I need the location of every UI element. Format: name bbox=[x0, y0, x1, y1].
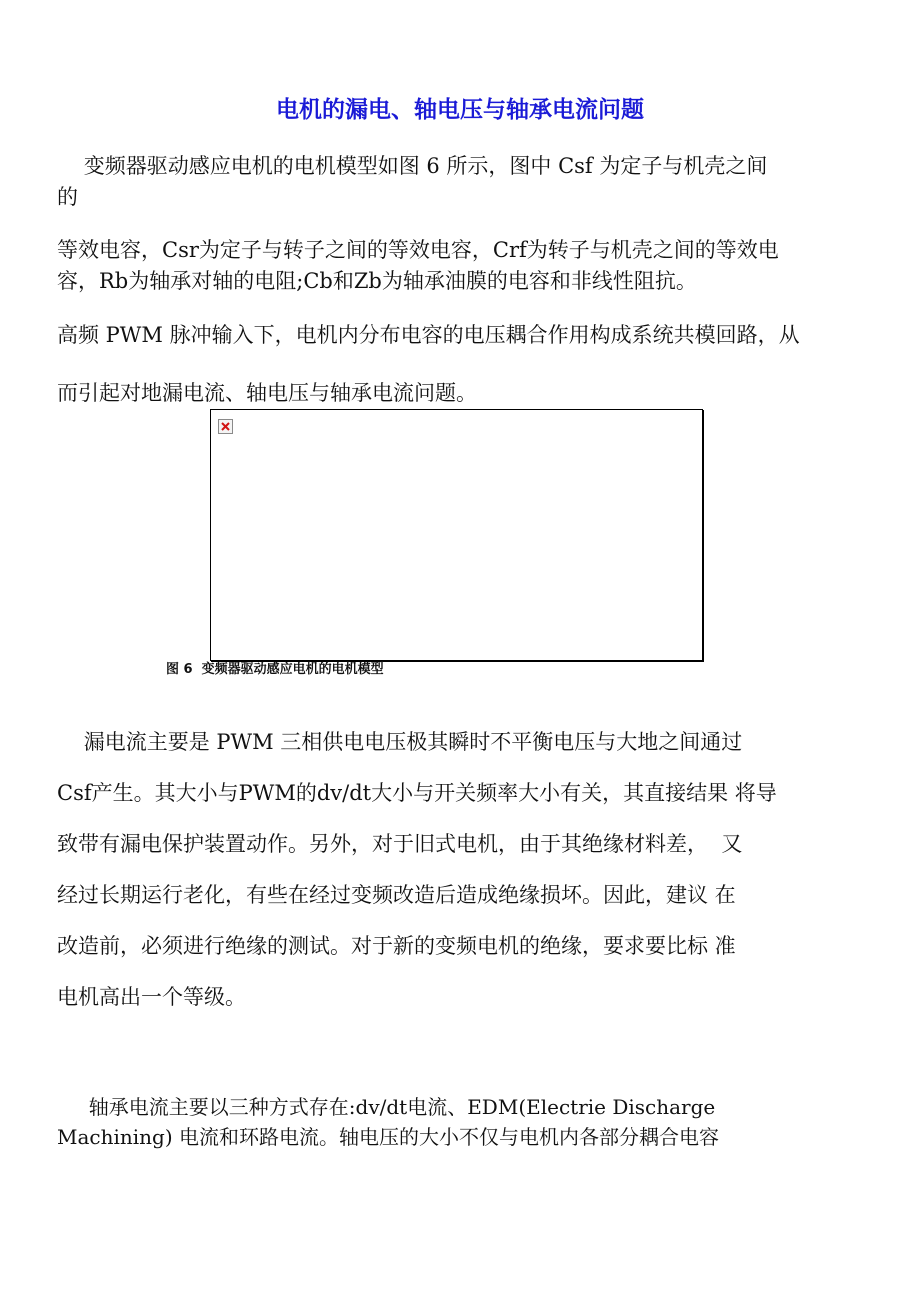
paragraph-line: 的 bbox=[57, 185, 78, 209]
paragraph-line: 漏电流主要是 PWM 三相供电电压极其瞬时不平衡电压与大地之间通过 bbox=[57, 730, 743, 754]
paragraph-line: 轴承电流主要以三种方式存在:dv/dt电流、EDM(Electrie Discharge bbox=[57, 1095, 716, 1119]
paragraph-line: 电机高出一个等级。 bbox=[57, 985, 246, 1009]
paragraph-line: 改造前，必须进行绝缘的测试。对于新的变频电机的绝缘，要求要比标 准 bbox=[57, 934, 736, 958]
paragraph-line: 致带有漏电保护装置动作。另外，对于旧式电机，由于其绝缘材料差， 又 bbox=[57, 832, 743, 856]
document-title: 电机的漏电、轴电压与轴承电流问题 bbox=[276, 97, 644, 123]
paragraph-line: 容，Rb为轴承对轴的电阻;Cb和Zb为轴承油膜的电容和非线性阻抗。 bbox=[57, 269, 697, 293]
paragraph-line: 而引起对地漏电流、轴电压与轴承电流问题。 bbox=[57, 381, 477, 405]
paragraph-line: Csf产生。其大小与PWM的dv/dt大小与开关频率大小有关，其直接结果 将导 bbox=[57, 781, 777, 805]
paragraph-line: 高频 PWM 脉冲输入下，电机内分布电容的电压耦合作用构成系统共模回路，从 bbox=[57, 323, 800, 347]
paragraph-line: 等效电容，Csr为定子与转子之间的等效电容，Crf为转子与机壳之间的等效电 bbox=[57, 238, 779, 262]
figure-image-frame bbox=[210, 409, 703, 661]
paragraph-line: Machining) 电流和环路电流。轴电压的大小不仅与电机内各部分耦合电容 bbox=[57, 1125, 720, 1149]
broken-image-icon bbox=[218, 419, 233, 434]
figure-caption: 图 6 变频器驱动感应电机的电机模型 bbox=[166, 662, 384, 677]
paragraph-line: 经过长期运行老化，有些在经过变频改造后造成绝缘损坏。因此，建议 在 bbox=[57, 883, 736, 907]
paragraph-line: 变频器驱动感应电机的电机模型如图 6 所示，图中 Csf 为定子与机壳之间 bbox=[57, 154, 768, 178]
